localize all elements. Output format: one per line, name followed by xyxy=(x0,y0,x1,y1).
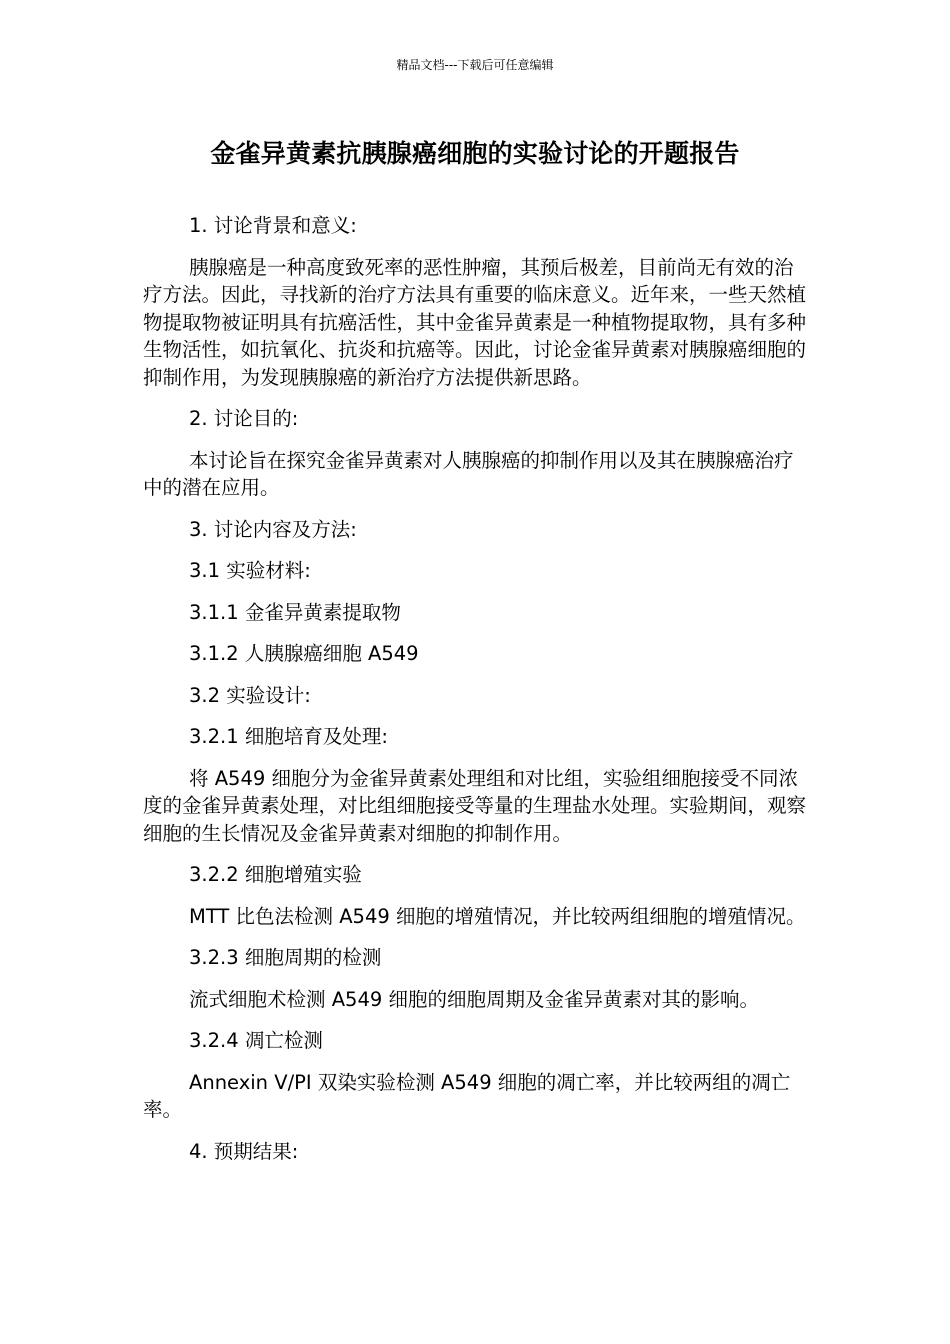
paragraph-purpose: 本讨论旨在探究金雀异黄素对人胰腺癌的抑制作用以及其在胰腺癌治疗中的潜在应用。 xyxy=(143,448,794,499)
page-header: 精品文档---下载后可任意编辑 xyxy=(396,58,554,72)
paragraph-culture: 将 A549 细胞分为金雀异黄素处理组和对比组，实验组细胞接受不同浓度的金雀异黄素处理，对比组细胞接受等量的生理盐水处理。实验期间，观察细胞的生长情况及金雀异黄素对细胞的抑制作用。 xyxy=(143,766,807,845)
paragraph-apoptosis: Annexin V/PI 双染实验检测 A549 细胞的凋亡率，并比较两组的凋亡率。 xyxy=(143,1070,791,1121)
document-body xyxy=(143,212,807,1179)
heading-purpose: 2. 讨论目的: xyxy=(189,407,299,430)
heading-culture: 3.2.1 细胞培育及处理: xyxy=(189,725,388,748)
heading-proliferation: 3.2.2 细胞增殖实验 xyxy=(189,863,362,886)
heading-materials: 3.1 实验材料: xyxy=(189,559,311,582)
paragraph-proliferation: MTT 比色法检测 A549 细胞的增殖情况，并比较两组细胞的增殖情况。 xyxy=(189,904,806,928)
heading-expected-results: 4. 预期结果: xyxy=(189,1139,299,1163)
paragraph-background: 胰腺癌是一种高度致死率的恶性肿瘤，其预后极差，目前尚无有效的治疗方法。因此，寻找新的治疗方法具有重要的临床意义。近年来，一些天然植物提取物被证明具有抗癌活性，其中金雀异黄素是一种植物提取物，具有多种生物活性，如抗氧化、抗炎和抗癌等。因此，讨论金雀异黄素对胰腺癌细胞的抑制作用，为发现胰腺癌的新治疗方法提供新思路。 xyxy=(143,255,807,389)
item-material-cells: 3.1.2 人胰腺癌细胞 A549 xyxy=(189,642,419,665)
heading-cell-cycle: 3.2.3 细胞周期的检测 xyxy=(189,946,382,969)
heading-background: 1. 讨论背景和意义: xyxy=(189,214,357,237)
heading-design: 3.2 实验设计: xyxy=(189,683,311,707)
paragraph-cell-cycle: 流式细胞术检测 A549 细胞的细胞周期及金雀异黄素对其的影响。 xyxy=(189,987,759,1011)
item-material-extract: 3.1.1 金雀异黄素提取物 xyxy=(189,600,401,624)
document-title: 金雀异黄素抗胰腺癌细胞的实验讨论的开题报告 xyxy=(210,139,740,168)
heading-apoptosis: 3.2.4 凋亡检测 xyxy=(189,1029,323,1052)
heading-content-methods: 3. 讨论内容及方法: xyxy=(189,517,357,541)
